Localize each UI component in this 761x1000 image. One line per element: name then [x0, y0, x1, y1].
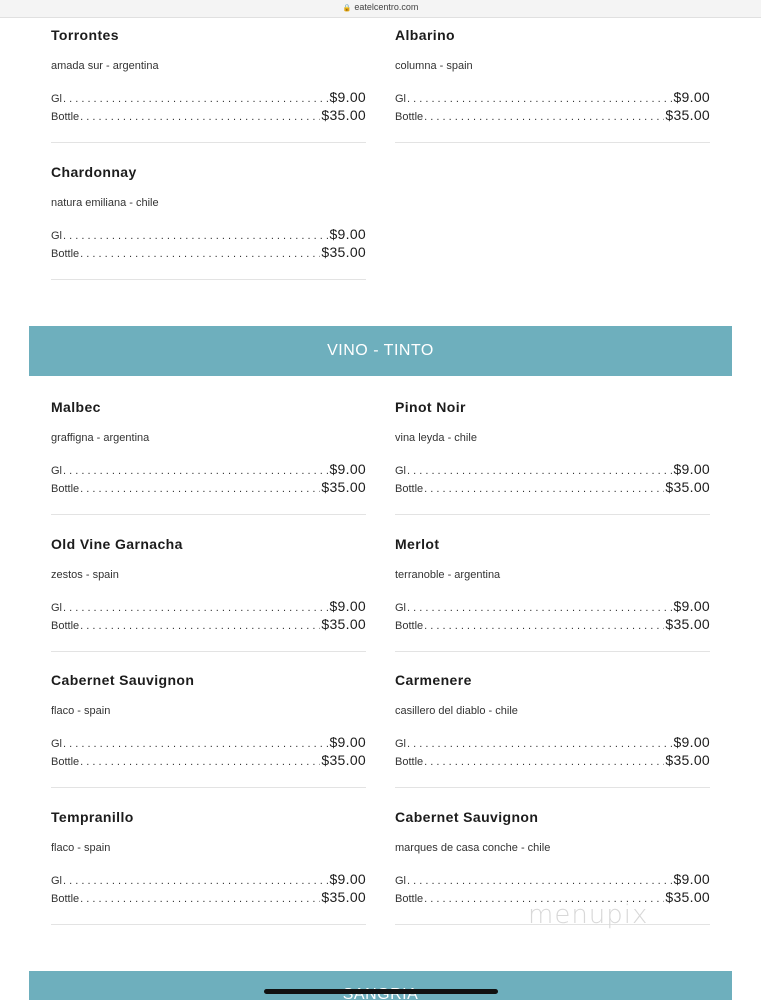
lock-icon: 🔒 [342, 5, 352, 12]
wine-origin: graffigna - argentina [51, 432, 150, 444]
bottle-price-row [51, 244, 366, 262]
glass-label: Gl [395, 875, 406, 887]
bottle-price-row [395, 752, 710, 770]
leader-dots [80, 893, 320, 905]
glass-label: Gl [395, 465, 406, 477]
bottle-price-row [395, 107, 710, 125]
wine-name: Merlot [395, 536, 440, 552]
wine-name: Tempranillo [51, 809, 134, 825]
bottle-label: Bottle [51, 620, 80, 632]
glass-price: $9.00 [673, 734, 710, 750]
bottle-label: Bottle [51, 483, 80, 495]
wine-name: Cabernet Sauvignon [395, 809, 539, 825]
leader-dots [407, 738, 672, 750]
leader-dots [424, 111, 664, 123]
leader-dots [424, 483, 664, 495]
divider [51, 787, 366, 788]
bottle-price: $35.00 [321, 479, 366, 495]
glass-label: Gl [51, 93, 62, 105]
leader-dots [63, 602, 328, 614]
leader-dots [80, 111, 320, 123]
bottle-label: Bottle [51, 111, 80, 123]
glass-price-row [51, 461, 366, 479]
wine-origin: columna - spain [395, 60, 473, 72]
leader-dots [63, 465, 328, 477]
wine-origin: natura emiliana - chile [51, 197, 159, 209]
wine-name: Chardonnay [51, 164, 137, 180]
leader-dots [80, 248, 320, 260]
glass-label: Gl [395, 93, 406, 105]
wine-name: Pinot Noir [395, 399, 466, 415]
leader-dots [63, 230, 328, 242]
glass-price: $9.00 [329, 734, 366, 750]
glass-price: $9.00 [329, 461, 366, 477]
leader-dots [407, 602, 672, 614]
bottle-price-row [51, 889, 366, 907]
glass-price: $9.00 [329, 89, 366, 105]
glass-label: Gl [51, 875, 62, 887]
leader-dots [80, 483, 320, 495]
glass-price: $9.00 [329, 871, 366, 887]
divider [51, 142, 366, 143]
bottle-price-row [51, 107, 366, 125]
glass-label: Gl [51, 738, 62, 750]
bottle-price: $35.00 [665, 616, 710, 632]
divider [51, 514, 366, 515]
bottle-price-row [51, 616, 366, 634]
glass-price: $9.00 [673, 89, 710, 105]
leader-dots [63, 93, 328, 105]
bottle-label: Bottle [51, 248, 80, 260]
bottle-price-row [395, 479, 710, 497]
divider [395, 142, 710, 143]
bottle-price: $35.00 [321, 244, 366, 260]
bottle-price: $35.00 [665, 107, 710, 123]
glass-label: Gl [395, 738, 406, 750]
bottle-price: $35.00 [665, 889, 710, 905]
bottle-label: Bottle [395, 756, 424, 768]
glass-label: Gl [51, 602, 62, 614]
leader-dots [63, 875, 328, 887]
leader-dots [407, 875, 672, 887]
bottle-price-row [51, 752, 366, 770]
bottle-price-row [395, 616, 710, 634]
watermark: menupix [528, 900, 649, 930]
divider [51, 279, 366, 280]
bottle-price: $35.00 [321, 616, 366, 632]
glass-price-row [51, 598, 366, 616]
glass-price-row [395, 598, 710, 616]
glass-price-row [395, 734, 710, 752]
glass-price-row [51, 226, 366, 244]
leader-dots [407, 465, 672, 477]
glass-price-row [51, 871, 366, 889]
bottle-price-row [51, 479, 366, 497]
url-text: eatelcentro.com [354, 2, 419, 12]
wine-name: Albarino [395, 27, 455, 43]
wine-name: Cabernet Sauvignon [51, 672, 195, 688]
leader-dots [407, 93, 672, 105]
wine-origin: amada sur - argentina [51, 60, 159, 72]
address-bar[interactable] [0, 0, 761, 18]
glass-label: Gl [395, 602, 406, 614]
bottle-label: Bottle [395, 483, 424, 495]
section-header-tinto: VINO - TINTO [29, 326, 732, 376]
wine-name: Carmenere [395, 672, 472, 688]
bottle-label: Bottle [51, 893, 80, 905]
wine-origin: casillero del diablo - chile [395, 705, 518, 717]
divider [51, 651, 366, 652]
wine-origin: flaco - spain [51, 705, 111, 717]
leader-dots [63, 738, 328, 750]
divider [395, 787, 710, 788]
leader-dots [424, 620, 664, 632]
glass-price-row [51, 734, 366, 752]
leader-dots [80, 756, 320, 768]
bottle-label: Bottle [395, 893, 424, 905]
wine-name: Old Vine Garnacha [51, 536, 183, 552]
bottle-price: $35.00 [321, 107, 366, 123]
glass-price: $9.00 [329, 598, 366, 614]
bottle-price: $35.00 [321, 752, 366, 768]
bottle-label: Bottle [51, 756, 80, 768]
glass-price: $9.00 [673, 871, 710, 887]
section-header-sangria [29, 971, 732, 1000]
bottle-price: $35.00 [665, 752, 710, 768]
home-indicator[interactable] [264, 989, 498, 994]
glass-price: $9.00 [329, 226, 366, 242]
glass-label: Gl [51, 465, 62, 477]
glass-price-row [395, 461, 710, 479]
glass-price: $9.00 [673, 461, 710, 477]
glass-price: $9.00 [673, 598, 710, 614]
wine-origin: terranoble - argentina [395, 569, 501, 581]
wine-origin: zestos - spain [51, 569, 119, 581]
divider [51, 924, 366, 925]
bottle-price: $35.00 [665, 479, 710, 495]
glass-label: Gl [51, 230, 62, 242]
divider [395, 651, 710, 652]
glass-price-row [51, 89, 366, 107]
bottle-price: $35.00 [321, 889, 366, 905]
bottle-label: Bottle [395, 111, 424, 123]
divider [395, 514, 710, 515]
leader-dots [424, 756, 664, 768]
wine-origin: flaco - spain [51, 842, 111, 854]
leader-dots [80, 620, 320, 632]
glass-price-row [395, 89, 710, 107]
bottle-label: Bottle [395, 620, 424, 632]
wine-name: Torrontes [51, 27, 119, 43]
wine-origin: marques de casa conche - chile [395, 842, 551, 854]
glass-price-row [395, 871, 710, 889]
wine-origin: vina leyda - chile [395, 432, 477, 444]
wine-name: Malbec [51, 399, 101, 415]
